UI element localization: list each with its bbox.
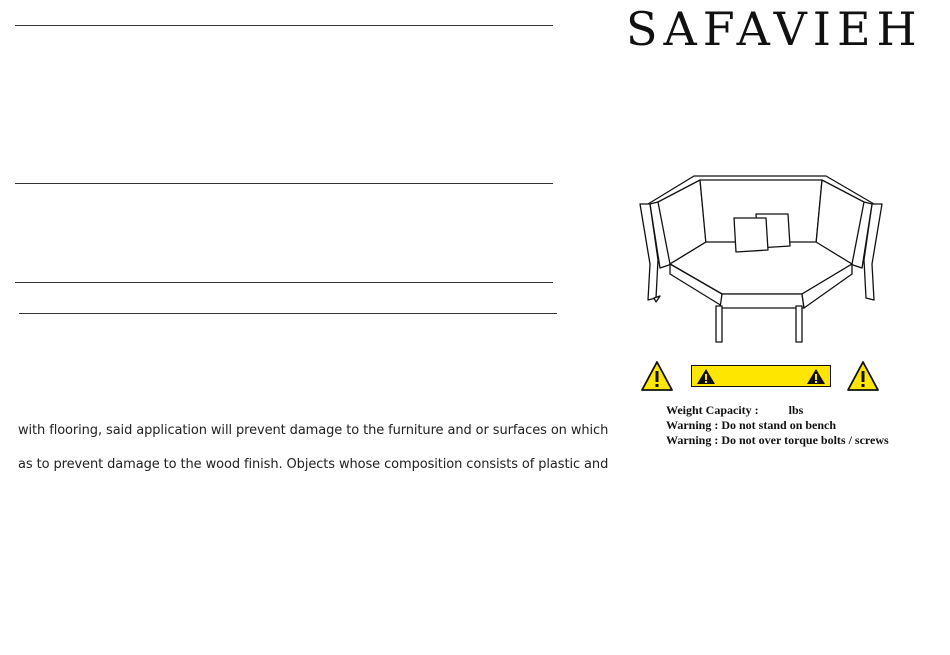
body-text-line: with flooring, said application will prevent damage to the furniture and or surfaces on which	[18, 423, 609, 438]
sofa-corner-illustration	[636, 168, 886, 348]
warning-triangle-icon	[640, 360, 674, 392]
divider-rule	[15, 183, 553, 184]
weight-capacity-line	[666, 403, 889, 418]
weight-unit: lbs	[788, 403, 804, 417]
divider-rule	[15, 282, 553, 283]
warning-triangle-icon	[696, 368, 716, 385]
divider-rule	[19, 313, 557, 314]
warning-torque: Warning : Do not over torque bolts / screws	[666, 433, 889, 447]
warning-banner	[691, 365, 831, 387]
warning-stand: Warning : Do not stand on bench	[666, 418, 837, 432]
brand-logo: SAFAVIEH	[626, 2, 923, 56]
warning-strip	[640, 360, 890, 392]
weight-capacity-label: Weight Capacity :	[666, 403, 759, 417]
body-text-line: as to prevent damage to the wood finish. Objects whose composition consists of plastic and	[18, 457, 609, 472]
warning-triangle-icon	[806, 368, 826, 385]
warning-triangle-icon	[846, 360, 880, 392]
divider-rule	[15, 25, 553, 26]
safety-notes	[666, 403, 889, 448]
